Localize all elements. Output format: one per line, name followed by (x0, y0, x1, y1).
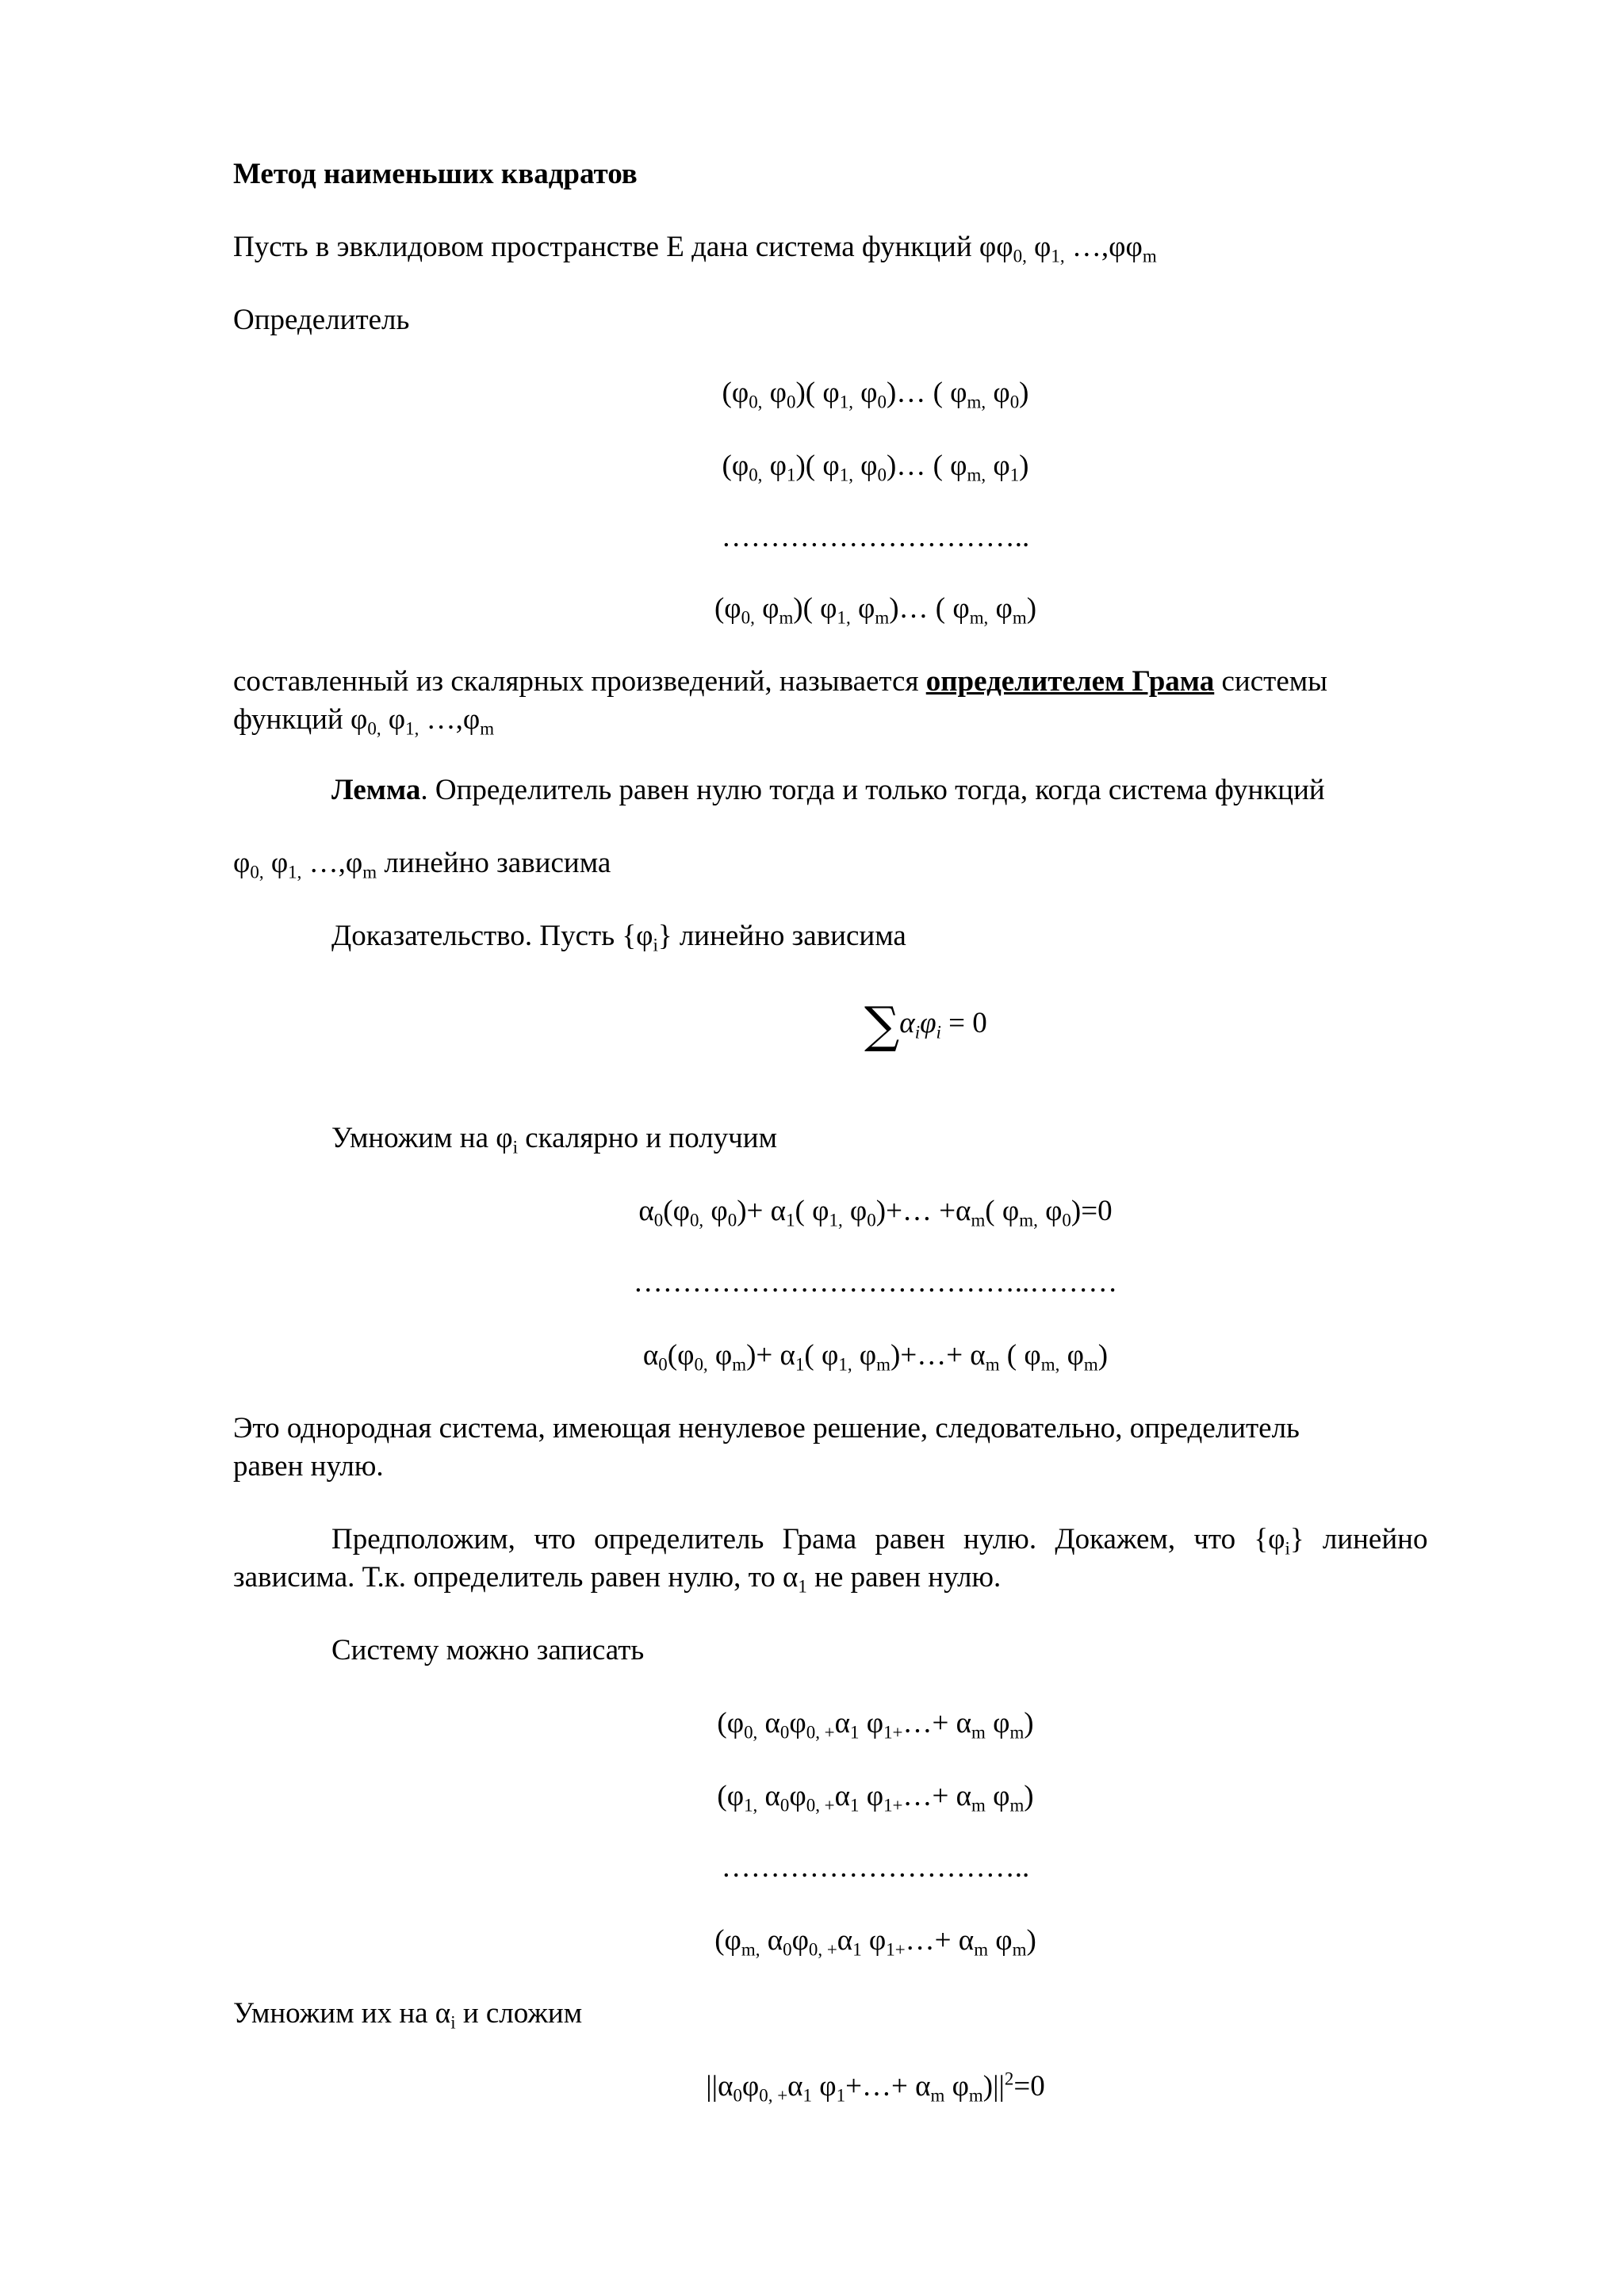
system2-dots: ………………………….. (721, 1851, 1030, 1884)
system2-row-m: ($\varphi_{m,}$ $\alpha_0\varphi_{0, +}\alpha_1$ $\varphi_{1+}\dots+ \alpha_m$ $\varphi_m$) (714, 1924, 1036, 1960)
sum-equation: $\sum\alpha_i\varphi_i = 0$ (864, 996, 987, 1054)
gram-definition-line1: составленный из скалярных произведений, называется определителем Грама системы (233, 665, 1328, 698)
gram-row-2: ($\varphi_{0,}$ $\varphi_1$)( $\varphi_{1,}$ $\varphi_0)\dots$ ( $\varphi_{m,}$ $\varphi_1$) (722, 450, 1029, 485)
homogeneous-line2: равен нулю. (233, 1450, 384, 1483)
lemma-line2: $\varphi_{0,}$ $\varphi_{1,}$ $\dots,\varphi_m$ линейно зависима (233, 847, 611, 882)
system2-row-1: ($\varphi_{0,}$ $\alpha_0\varphi_{0, +}\alpha_1$ $\varphi_{1+}\dots+ \alpha_m$ $\varphi_m$) (717, 1707, 1034, 1743)
intro-line: Пусть в эвклидовом пространстве E дана система функций $\varphi\varphi_{0,}$ $\varphi_{1,}$ $\dots,\varphi\varphi_m$ (233, 231, 1157, 266)
system-write-line: Систему можно записать (331, 1634, 645, 1667)
system1-dots: …………………………………..……… (633, 1266, 1118, 1299)
lemma-line: Лемма. Определитель равен нулю тогда и только тогда, когда система функций (331, 774, 1325, 806)
gram-row-1: ($\varphi_{0,}$ $\varphi_0$)( $\varphi_{1,}$ $\varphi_0)\dots$ ( $\varphi_{m,}$ $\varphi_0$) (722, 377, 1029, 412)
suppose-line1: Предположим, что определитель Грама равен нулю. Докажем, что $\{\varphi_i\}$ линейно (331, 1523, 1428, 1559)
multiply-add-line: Умножим их на $\alpha_i$ и сложим (233, 1997, 583, 2033)
multiply-line: Умножим на $\varphi_i$ скалярно и получим (331, 1122, 778, 1158)
homogeneous-line1: Это однородная система, имеющая ненулевое решение, следовательно, определитель (233, 1412, 1300, 1445)
proof-line: Доказательство. Пусть $\{\varphi_i\}$ линейно зависима (331, 920, 906, 955)
system1-row-1: $\alpha_0(\varphi_{0,}$ $\varphi_0)+ \alpha_1$( $\varphi_{1,}$ $\varphi_0)+\dots +\alpha_m$( $\varphi_{m,}$ $\varphi_0)=0$ (638, 1195, 1113, 1230)
system2-row-2: ($\varphi_{1,}$ $\alpha_0\varphi_{0, +}\alpha_1$ $\varphi_{1+}\dots+ \alpha_m$ $\varphi_m$) (717, 1780, 1034, 1816)
page-title: Метод наименьших квадратов (233, 158, 638, 190)
gram-row-m: ($\varphi_{0,}$ $\varphi_m$)( $\varphi_{1,}$ $\varphi_m)\dots$ ( $\varphi_{m,}$ $\varphi_m$) (714, 592, 1037, 628)
gram-definition-line2: функций $\varphi_{0,}$ $\varphi_{1,}$ $\dots,\varphi_m$ (233, 703, 495, 739)
determinant-label: Определитель (233, 304, 410, 336)
system1-row-m: $\alpha_0(\varphi_{0,}$ $\varphi_m)+ \alpha_1$( $\varphi_{1,}$ $\varphi_m)+\dots+ \alpha_m$ ( $\varphi_{m,}$ $\varphi_m$) (642, 1339, 1109, 1375)
gram-dots: ………………………….. (721, 521, 1030, 553)
suppose-line2: зависима. Т.к. определитель равен нулю, то $\alpha_1$ не равен нулю. (233, 1561, 1002, 1597)
norm-equation: $||\alpha_0\varphi_{0, +}\alpha_1$ $\varphi_1+\dots+ \alpha_m$ $\varphi_m)||^2=0$ (706, 2068, 1045, 2106)
